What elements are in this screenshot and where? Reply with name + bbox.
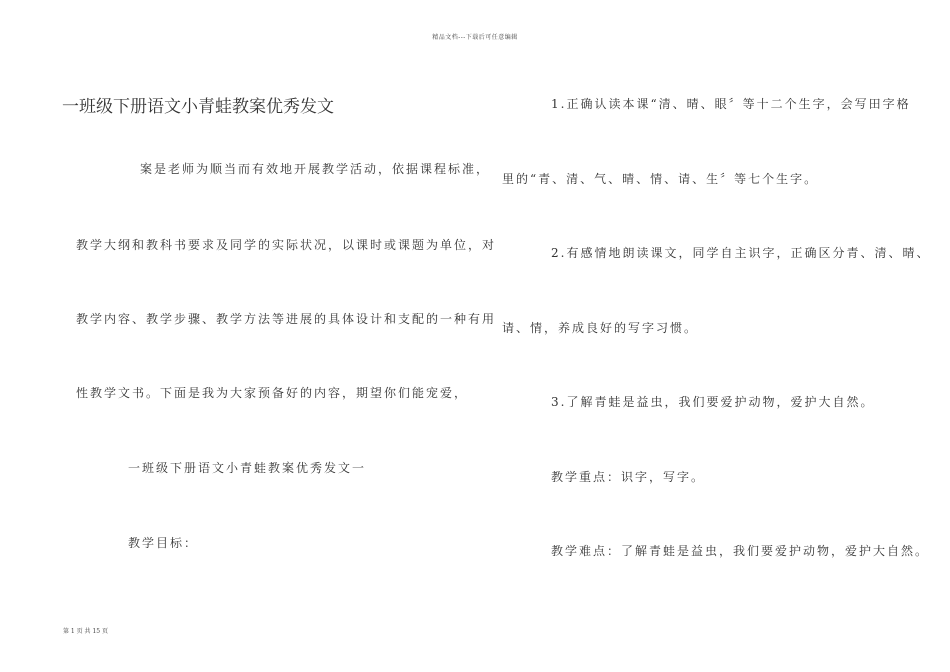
goal-3: 3.了解青蛙是益虫，我们要爱护动物，爱护大自然。 — [551, 395, 875, 409]
goal-1-line-1: 1.正确认读本课“清、晴、眼〞等十二个生字，会写田字格 — [551, 97, 911, 111]
page-counter: 第 1 页 共 15 页 — [63, 628, 108, 635]
left-paragraph-line-2: 教学大纲和教科书要求及同学的实际状况，以课时或课题为单位，对 — [76, 238, 497, 252]
document-title: 一班级下册语文小青蛙教案优秀发文 — [62, 97, 334, 117]
goal-1-line-2: 里的“青、清、气、晴、情、请、生〞等七个生字。 — [502, 172, 819, 186]
header-note: 精品文档---下载后可任意编辑 — [432, 34, 518, 41]
goal-2-line-2: 请、情，养成良好的写字习惯。 — [502, 321, 699, 335]
goal-2-line-1: 2.有感情地朗读课文，同学自主识字，正确区分青、清、晴、 — [551, 246, 931, 260]
left-paragraph-line-4: 性教学文书。下面是我为大家预备好的内容，期望你们能宠爱， — [76, 386, 469, 400]
teaching-difficulties: 教学难点：了解青蛙是益虫，我们要爱护动物，爱护大自然。 — [551, 544, 930, 558]
teaching-goals-label: 教学目标： — [128, 536, 199, 550]
teaching-key-points: 教学重点：识字，写字。 — [551, 470, 706, 484]
left-paragraph-line-1: 案是老师为顺当而有效地开展教学活动，依据课程标准， — [140, 162, 491, 176]
section-heading: 一班级下册语文小青蛙教案优秀发文一 — [128, 461, 367, 475]
left-paragraph-line-3: 教学内容、教学步骤、教学方法等进展的具体设计和支配的一种有用 — [76, 312, 497, 326]
